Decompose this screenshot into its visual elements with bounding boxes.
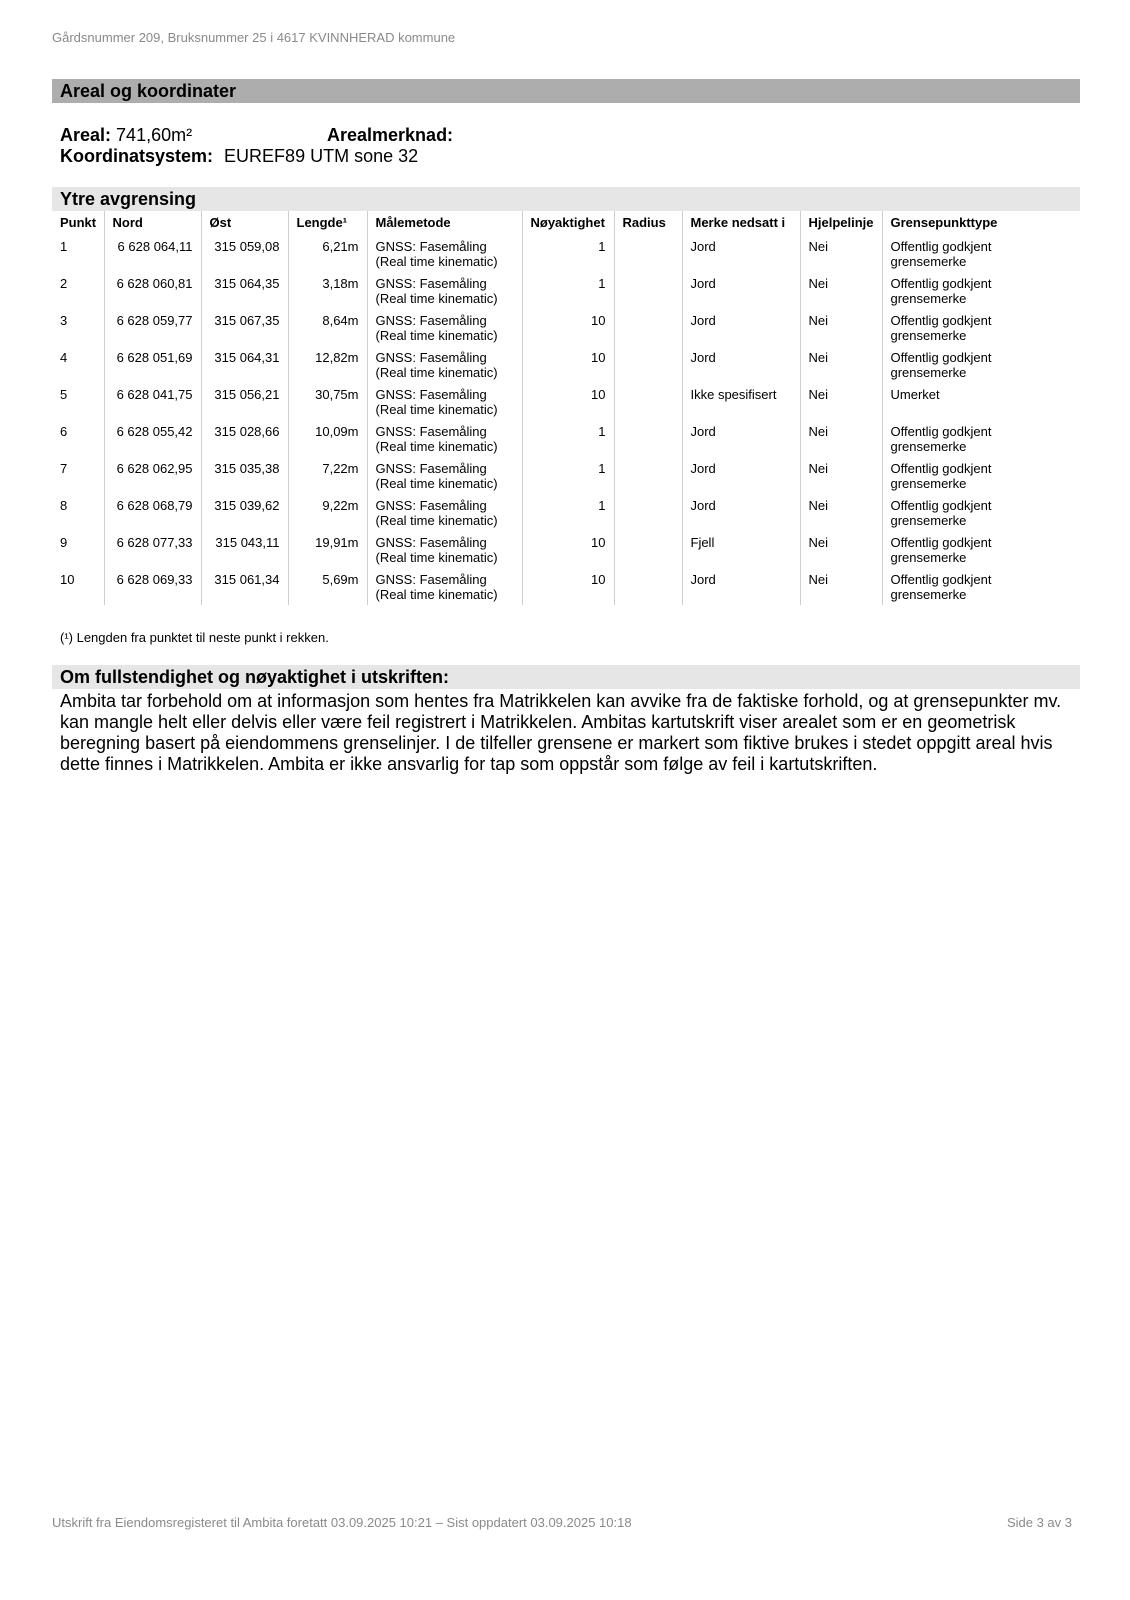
grensepunkttype-cell-line: Offentlig godkjent xyxy=(890,239,992,254)
page-number: Side 3 av 3 xyxy=(1006,1515,1072,1530)
malemetode-cell-line: GNSS: Fasemåling xyxy=(375,498,487,513)
hjelpelinje-cell xyxy=(800,383,882,420)
nord-cell-line: 6 628 055,42 xyxy=(116,424,193,439)
table-header-row xyxy=(52,211,1080,235)
hjelpelinje-cell xyxy=(800,494,882,531)
grensepunkttype-cell-line: Umerket xyxy=(890,387,940,402)
table-row xyxy=(52,383,1080,420)
col-header-merke: Merke nedsatt i xyxy=(682,211,800,235)
nord-cell-line: 6 628 060,81 xyxy=(116,276,193,291)
grensepunkttype-cell xyxy=(882,494,1080,531)
malemetode-cell xyxy=(367,457,522,494)
lengde-cell-line: 19,91m xyxy=(315,535,359,550)
ost-cell xyxy=(201,346,288,383)
malemetode-cell-line: GNSS: Fasemåling xyxy=(375,572,487,587)
noyaktighet-cell xyxy=(522,568,614,605)
ost-cell-line: 315 061,34 xyxy=(214,572,280,587)
malemetode-cell-line: GNSS: Fasemåling xyxy=(375,276,487,291)
malemetode-cell xyxy=(367,568,522,605)
grensepunkttype-cell xyxy=(882,383,1080,420)
merke-cell xyxy=(682,568,800,605)
grensepunkttype-cell xyxy=(882,420,1080,457)
merke-cell xyxy=(682,531,800,568)
nord-cell-line: 6 628 064,11 xyxy=(117,239,193,254)
nord-cell xyxy=(104,272,201,309)
grensepunkttype-cell xyxy=(882,309,1080,346)
lengde-cell xyxy=(288,568,367,605)
merke-cell xyxy=(682,309,800,346)
col-header-punkt: Punkt xyxy=(52,211,104,235)
lengde-cell-line: 3,18m xyxy=(322,276,359,291)
grensepunkttype-cell xyxy=(882,457,1080,494)
ost-cell xyxy=(201,235,288,272)
nord-cell-line: 6 628 041,75 xyxy=(116,387,193,402)
malemetode-cell-line: GNSS: Fasemåling xyxy=(375,313,487,328)
grensepunkttype-cell-line: Offentlig godkjent xyxy=(890,498,992,513)
malemetode-cell-line: (Real time kinematic) xyxy=(375,254,498,269)
merke-cell xyxy=(682,457,800,494)
malemetode-cell xyxy=(367,494,522,531)
lengde-cell-line: 6,21m xyxy=(322,239,359,254)
col-header-hjelpelinje: Hjelpelinje xyxy=(800,211,882,235)
area-info xyxy=(60,125,454,167)
hjelpelinje-cell-line: Nei xyxy=(808,424,829,439)
nord-cell-line: 6 628 068,79 xyxy=(116,498,193,513)
nord-cell-line: 6 628 069,33 xyxy=(116,572,193,587)
koordinat-row xyxy=(60,146,418,167)
col-header-ost: Øst xyxy=(201,211,288,235)
punkt-cell xyxy=(52,457,104,494)
hjelpelinje-cell-line: Nei xyxy=(808,313,829,328)
nord-cell-line: 6 628 062,95 xyxy=(116,461,193,476)
col-header-nord: Nord xyxy=(104,211,201,235)
punkt-cell xyxy=(52,383,104,420)
hjelpelinje-cell-line: Nei xyxy=(808,239,829,254)
table-row xyxy=(52,568,1080,605)
grensepunkttype-cell xyxy=(882,531,1080,568)
noyaktighet-cell xyxy=(522,420,614,457)
grensepunkttype-cell xyxy=(882,272,1080,309)
malemetode-cell xyxy=(367,531,522,568)
merke-cell xyxy=(682,272,800,309)
hjelpelinje-cell xyxy=(800,272,882,309)
malemetode-cell-line: GNSS: Fasemåling xyxy=(375,239,487,254)
merke-cell-line: Ikke spesifisert xyxy=(690,387,777,402)
nord-cell xyxy=(104,383,201,420)
hjelpelinje-cell xyxy=(800,568,882,605)
punkt-cell xyxy=(52,420,104,457)
malemetode-cell-line: (Real time kinematic) xyxy=(375,513,498,528)
ost-cell xyxy=(201,420,288,457)
malemetode-cell-line: (Real time kinematic) xyxy=(375,476,498,491)
noyaktighet-cell xyxy=(522,235,614,272)
lengde-cell xyxy=(288,420,367,457)
merke-cell xyxy=(682,383,800,420)
grensepunkttype-cell-line: grensemerke xyxy=(890,550,967,565)
nord-cell xyxy=(104,235,201,272)
malemetode-cell xyxy=(367,309,522,346)
radius-cell xyxy=(614,568,682,605)
ost-cell xyxy=(201,383,288,420)
merke-cell-line: Jord xyxy=(690,424,716,439)
grensepunkttype-cell xyxy=(882,235,1080,272)
noyaktighet-cell xyxy=(522,272,614,309)
merke-cell xyxy=(682,235,800,272)
hjelpelinje-cell-line: Nei xyxy=(808,350,829,365)
nord-cell xyxy=(104,420,201,457)
table-row xyxy=(52,420,1080,457)
table-row xyxy=(52,309,1080,346)
nord-cell-line: 6 628 051,69 xyxy=(116,350,193,365)
malemetode-cell xyxy=(367,346,522,383)
ost-cell xyxy=(201,457,288,494)
noyaktighet-cell xyxy=(522,383,614,420)
noyaktighet-cell xyxy=(522,494,614,531)
punkt-cell xyxy=(52,568,104,605)
malemetode-cell-line: (Real time kinematic) xyxy=(375,550,498,565)
col-header-radius: Radius xyxy=(614,211,682,235)
page-footer xyxy=(52,1515,1072,1530)
radius-cell xyxy=(614,383,682,420)
hjelpelinje-cell xyxy=(800,531,882,568)
footer-print-info: Utskrift fra Eiendomsregisteret til Ambita foretatt 03.09.2025 10:21 – Sist oppdatert 03.09.2025 10:18 xyxy=(52,1515,632,1530)
lengde-cell xyxy=(288,383,367,420)
grensepunkttype-cell-line: Offentlig godkjent xyxy=(890,461,992,476)
malemetode-cell-line: (Real time kinematic) xyxy=(375,439,498,454)
table-row xyxy=(52,272,1080,309)
ost-cell xyxy=(201,272,288,309)
malemetode-cell xyxy=(367,272,522,309)
grensepunkttype-cell-line: Offentlig godkjent xyxy=(890,424,992,439)
hjelpelinje-cell xyxy=(800,346,882,383)
table-footnote: (¹) Lengden fra punktet til neste punkt i rekken. xyxy=(60,630,329,645)
nord-cell xyxy=(104,568,201,605)
lengde-cell xyxy=(288,272,367,309)
table-row xyxy=(52,494,1080,531)
disclaimer-text: Ambita tar forbehold om at informasjon som hentes fra Matrikkelen kan avvike fra de faktiske forhold, og at grensepunkter mv. kan mangle helt eller delvis eller være feil registrert i Matrikkelen. Ambitas kartutskrift viser arealet som er en geometrisk beregning basert på eiendommens grenselinjer. I de tilfeller grensene er markert som fiktive brukes i stedet oppgitt areal hvis dette finnes i Matrikkelen. Ambita er ikke ansvarlig for tap som oppstår som følge av feil i kartutskriften. xyxy=(60,691,1062,774)
malemetode-cell xyxy=(367,235,522,272)
punkt-cell xyxy=(52,309,104,346)
hjelpelinje-cell-line: Nei xyxy=(808,498,829,513)
lengde-cell-line: 12,82m xyxy=(315,350,359,365)
lengde-cell-line: 9,22m xyxy=(322,498,359,513)
grensepunkttype-cell-line: grensemerke xyxy=(890,291,967,306)
col-header-malemetode: Målemetode xyxy=(367,211,522,235)
grensepunkttype-cell-line: grensemerke xyxy=(890,365,967,380)
noyaktighet-cell-line: 10 xyxy=(591,350,606,365)
hjelpelinje-cell-line: Nei xyxy=(808,461,829,476)
ost-cell-line: 315 035,38 xyxy=(214,461,280,476)
malemetode-cell-line: (Real time kinematic) xyxy=(375,365,498,380)
col-header-grensepunkttype: Grensepunkttype xyxy=(890,215,998,230)
lengde-cell xyxy=(288,346,367,383)
table-row xyxy=(52,235,1080,272)
hjelpelinje-cell-line: Nei xyxy=(808,387,829,402)
malemetode-cell xyxy=(367,420,522,457)
merke-cell xyxy=(682,346,800,383)
merke-cell-line: Jord xyxy=(690,350,716,365)
hjelpelinje-cell xyxy=(800,309,882,346)
malemetode-cell-line: GNSS: Fasemåling xyxy=(375,387,487,402)
grensepunkttype-cell xyxy=(882,346,1080,383)
ost-cell xyxy=(201,494,288,531)
lengde-cell xyxy=(288,494,367,531)
lengde-cell-line: 10,09m xyxy=(315,424,359,439)
nord-cell xyxy=(104,346,201,383)
radius-cell xyxy=(614,531,682,568)
malemetode-cell-line: (Real time kinematic) xyxy=(375,402,498,417)
table-row xyxy=(52,457,1080,494)
malemetode-cell-line: (Real time kinematic) xyxy=(375,291,498,306)
noyaktighet-cell-line: 1 xyxy=(598,276,606,291)
ost-cell-line: 315 039,62 xyxy=(214,498,280,513)
lengde-cell-line: 5,69m xyxy=(322,572,359,587)
lengde-cell xyxy=(288,309,367,346)
grensepunkttype-cell-line: Offentlig godkjent xyxy=(890,276,992,291)
section-title-ytre-avgrensing: Ytre avgrensing xyxy=(52,187,1080,211)
malemetode-cell-line: (Real time kinematic) xyxy=(375,587,498,602)
ost-cell-line: 315 064,35 xyxy=(214,276,280,291)
noyaktighet-cell-line: 1 xyxy=(598,424,606,439)
page-header-property: Gårdsnummer 209, Bruksnummer 25 i 4617 KVINNHERAD kommune xyxy=(52,30,456,45)
ost-cell-line: 315 067,35 xyxy=(214,313,280,328)
punkt-cell-line: 5 xyxy=(60,387,68,402)
lengde-cell-line: 8,64m xyxy=(322,313,359,328)
radius-cell xyxy=(614,420,682,457)
grensepunkttype-cell-line: Offentlig godkjent xyxy=(890,535,992,550)
nord-cell xyxy=(104,494,201,531)
noyaktighet-cell xyxy=(522,457,614,494)
ost-cell-line: 315 043,11 xyxy=(215,535,280,550)
ost-cell-line: 315 059,08 xyxy=(214,239,280,254)
radius-cell xyxy=(614,457,682,494)
grensepunkttype-cell-line: Offentlig godkjent xyxy=(890,350,992,365)
grensepunkttype-cell-line: grensemerke xyxy=(890,254,967,269)
nord-cell-line: 6 628 077,33 xyxy=(116,535,193,550)
col-header-lengde: Lengde¹ xyxy=(288,211,367,235)
areal-value: 741,60m² xyxy=(116,125,193,145)
areal-label: Areal: xyxy=(60,125,112,145)
malemetode-cell-line: GNSS: Fasemåling xyxy=(375,350,487,365)
noyaktighet-cell xyxy=(522,309,614,346)
noyaktighet-cell-line: 10 xyxy=(591,535,606,550)
punkt-cell-line: 3 xyxy=(60,313,68,328)
lengde-cell xyxy=(288,531,367,568)
noyaktighet-cell-line: 1 xyxy=(598,498,606,513)
punkt-cell-line: 6 xyxy=(60,424,68,439)
radius-cell xyxy=(614,346,682,383)
nord-cell xyxy=(104,457,201,494)
punkt-cell xyxy=(52,235,104,272)
ost-cell-line: 315 028,66 xyxy=(214,424,280,439)
ost-cell xyxy=(201,531,288,568)
radius-cell xyxy=(614,309,682,346)
hjelpelinje-cell xyxy=(800,235,882,272)
lengde-cell-line: 7,22m xyxy=(322,461,359,476)
punkt-cell xyxy=(52,346,104,383)
merke-cell-line: Jord xyxy=(690,498,716,513)
ost-cell xyxy=(201,309,288,346)
punkt-cell-line: 2 xyxy=(60,276,68,291)
grensepunkttype-cell-line: grensemerke xyxy=(890,439,967,454)
merke-cell-line: Fjell xyxy=(690,535,715,550)
section-title-disclaimer: Om fullstendighet og nøyaktighet i utskriften: xyxy=(52,665,1080,689)
noyaktighet-cell-line: 10 xyxy=(591,572,606,587)
arealmerknad-label: Arealmerknad: xyxy=(327,125,454,145)
malemetode-cell-line: GNSS: Fasemåling xyxy=(375,424,487,439)
noyaktighet-cell-line: 10 xyxy=(591,313,606,328)
merke-cell xyxy=(682,494,800,531)
merke-cell-line: Jord xyxy=(690,276,716,291)
section-title-areal: Areal og koordinater xyxy=(52,79,1080,103)
radius-cell xyxy=(614,235,682,272)
lengde-cell xyxy=(288,235,367,272)
noyaktighet-cell xyxy=(522,346,614,383)
malemetode-cell-line: GNSS: Fasemåling xyxy=(375,535,487,550)
areal-row xyxy=(60,125,454,146)
grensepunkttype-cell-line: grensemerke xyxy=(890,587,967,602)
hjelpelinje-cell-line: Nei xyxy=(808,535,829,550)
merke-cell-line: Jord xyxy=(690,313,716,328)
punkt-cell xyxy=(52,531,104,568)
nord-cell-line: 6 628 059,77 xyxy=(116,313,193,328)
grensepunkttype-cell-line: grensemerke xyxy=(890,328,967,343)
table-row xyxy=(52,346,1080,383)
hjelpelinje-cell xyxy=(800,420,882,457)
koordinatsystem-value: EUREF89 UTM sone 32 xyxy=(224,146,419,166)
grensepunkttype-cell-line: Offentlig godkjent xyxy=(890,313,992,328)
merke-cell-line: Jord xyxy=(690,239,716,254)
merke-cell xyxy=(682,420,800,457)
merke-cell-line: Jord xyxy=(690,461,716,476)
radius-cell xyxy=(614,494,682,531)
nord-cell xyxy=(104,531,201,568)
noyaktighet-cell-line: 1 xyxy=(598,239,606,254)
punkt-cell-line: 8 xyxy=(60,498,68,513)
hjelpelinje-cell-line: Nei xyxy=(808,572,829,587)
lengde-cell-line: 30,75m xyxy=(315,387,359,402)
nord-cell xyxy=(104,309,201,346)
noyaktighet-cell-line: 1 xyxy=(598,461,606,476)
malemetode-cell xyxy=(367,383,522,420)
radius-cell xyxy=(614,272,682,309)
grensepunkttype-cell-line: grensemerke xyxy=(890,513,967,528)
punkt-cell-line: 1 xyxy=(60,239,68,254)
malemetode-cell-line: GNSS: Fasemåling xyxy=(375,461,487,476)
punkt-cell-line: 10 xyxy=(60,572,75,587)
punkt-cell xyxy=(52,494,104,531)
ost-cell xyxy=(201,568,288,605)
koordinatsystem-label: Koordinatsystem: xyxy=(60,146,214,166)
boundary-points-table xyxy=(52,211,1080,605)
punkt-cell-line: 9 xyxy=(60,535,68,550)
table-row xyxy=(52,531,1080,568)
punkt-cell-line: 7 xyxy=(60,461,68,476)
punkt-cell-line: 4 xyxy=(60,350,68,365)
merke-cell-line: Jord xyxy=(690,572,716,587)
ost-cell-line: 315 064,31 xyxy=(214,350,280,365)
grensepunkttype-cell-line: grensemerke xyxy=(890,476,967,491)
malemetode-cell-line: (Real time kinematic) xyxy=(375,328,498,343)
grensepunkttype-cell xyxy=(882,568,1080,605)
lengde-cell xyxy=(288,457,367,494)
grensepunkttype-cell-line: Offentlig godkjent xyxy=(890,572,992,587)
noyaktighet-cell-line: 10 xyxy=(591,387,606,402)
noyaktighet-cell xyxy=(522,531,614,568)
ost-cell-line: 315 056,21 xyxy=(214,387,280,402)
hjelpelinje-cell-line: Nei xyxy=(808,276,829,291)
hjelpelinje-cell xyxy=(800,457,882,494)
col-header-noyaktighet: Nøyaktighet xyxy=(522,211,614,235)
punkt-cell xyxy=(52,272,104,309)
